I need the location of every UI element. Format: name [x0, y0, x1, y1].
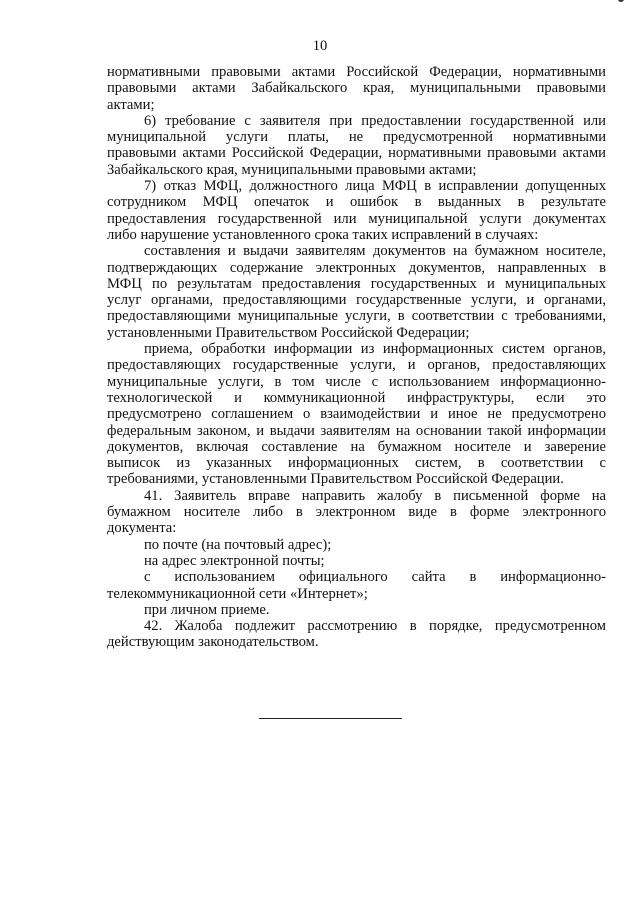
text-line: технологической и коммуникационной инфраструктуры, если это: [107, 389, 606, 406]
text-line: с использованием официального сайта в информационно-: [144, 569, 606, 586]
text-line: на адрес электронной почты;: [144, 552, 325, 569]
text-line: 41. Заявитель вправе направить жалобу в письменной форме на: [144, 487, 606, 504]
page-number: 10: [312, 38, 328, 54]
text-line: правовыми актами Забайкальского края, муниципальными правовыми: [107, 80, 606, 97]
text-line: Забайкальского края, муниципальными правовыми актами;: [107, 161, 477, 178]
text-line: действующим законодательством.: [107, 634, 319, 651]
text-line: 6) требование с заявителя при предоставлении государственной или: [144, 112, 606, 129]
text-line: правовыми актами Российской Федерации, нормативными правовыми актами: [107, 145, 606, 162]
text-line: документов, включая составление на бумажном носителе и заверение: [107, 438, 606, 455]
text-line: 42. Жалоба подлежит рассмотрению в порядке, предусмотренном: [144, 618, 606, 635]
text-line: нормативными правовыми актами Российской Федерации, нормативными: [107, 64, 606, 80]
text-line: федеральным законом, и выдачи заявителям на основании такой информации: [107, 422, 606, 439]
text-line: муниципальные услуги, в том числе с использованием информационно-: [107, 373, 606, 390]
text-line: услуг органами, предоставляющими государственные услуги, и органами,: [107, 292, 606, 309]
text-line: документа:: [107, 520, 177, 537]
text-line: установленными Правительством Российской Федерации;: [107, 324, 470, 341]
text-line: предоставления государственной или муниципальной услуги документах: [107, 210, 606, 227]
text-line: муниципальной услуги платы, не предусмотренной нормативными: [107, 129, 606, 146]
text-line: либо нарушение установленного срока таких исправлений в случаях:: [107, 226, 539, 243]
text-line: предоставляющими муниципальные услуги, в соответствии с требованиями,: [107, 308, 606, 325]
text-line: по почте (на почтовый адрес);: [144, 536, 332, 553]
text-line: подтверждающих содержание электронных документов, направленных в: [107, 259, 606, 276]
closing-rule: [259, 718, 402, 719]
text-line: предусмотрено соглашением о взаимодействии и иное не предусмотрено: [107, 406, 606, 423]
corner-mark: [618, 0, 624, 2]
text-line: выписок из указанных информационных систем, в соответствии с: [107, 455, 606, 472]
text-line: составления и выдачи заявителям документов на бумажном носителе,: [144, 243, 606, 260]
text-line: 7) отказ МФЦ, должностного лица МФЦ в исправлении допущенных: [144, 178, 606, 195]
text-line: сотрудником МФЦ опечаток и ошибок в выданных в результате: [107, 194, 606, 211]
body-text: [107, 64, 606, 651]
text-line: МФЦ по результатам предоставления государственных и муниципальных: [107, 275, 606, 292]
text-line: при личном приеме.: [144, 601, 270, 618]
text-line: бумажном носителе либо в электронном виде в форме электронного: [107, 504, 606, 521]
text-line: телекоммуникационной сети «Интернет»;: [107, 585, 368, 602]
text-line: актами;: [107, 96, 155, 113]
text-line: приема, обработки информации из информационных систем органов,: [144, 341, 606, 358]
text-line: предоставляющих государственные услуги, и органов, предоставляющих: [107, 357, 606, 374]
text-line: требованиями, установленными Правительством Российской Федерации.: [107, 471, 564, 488]
